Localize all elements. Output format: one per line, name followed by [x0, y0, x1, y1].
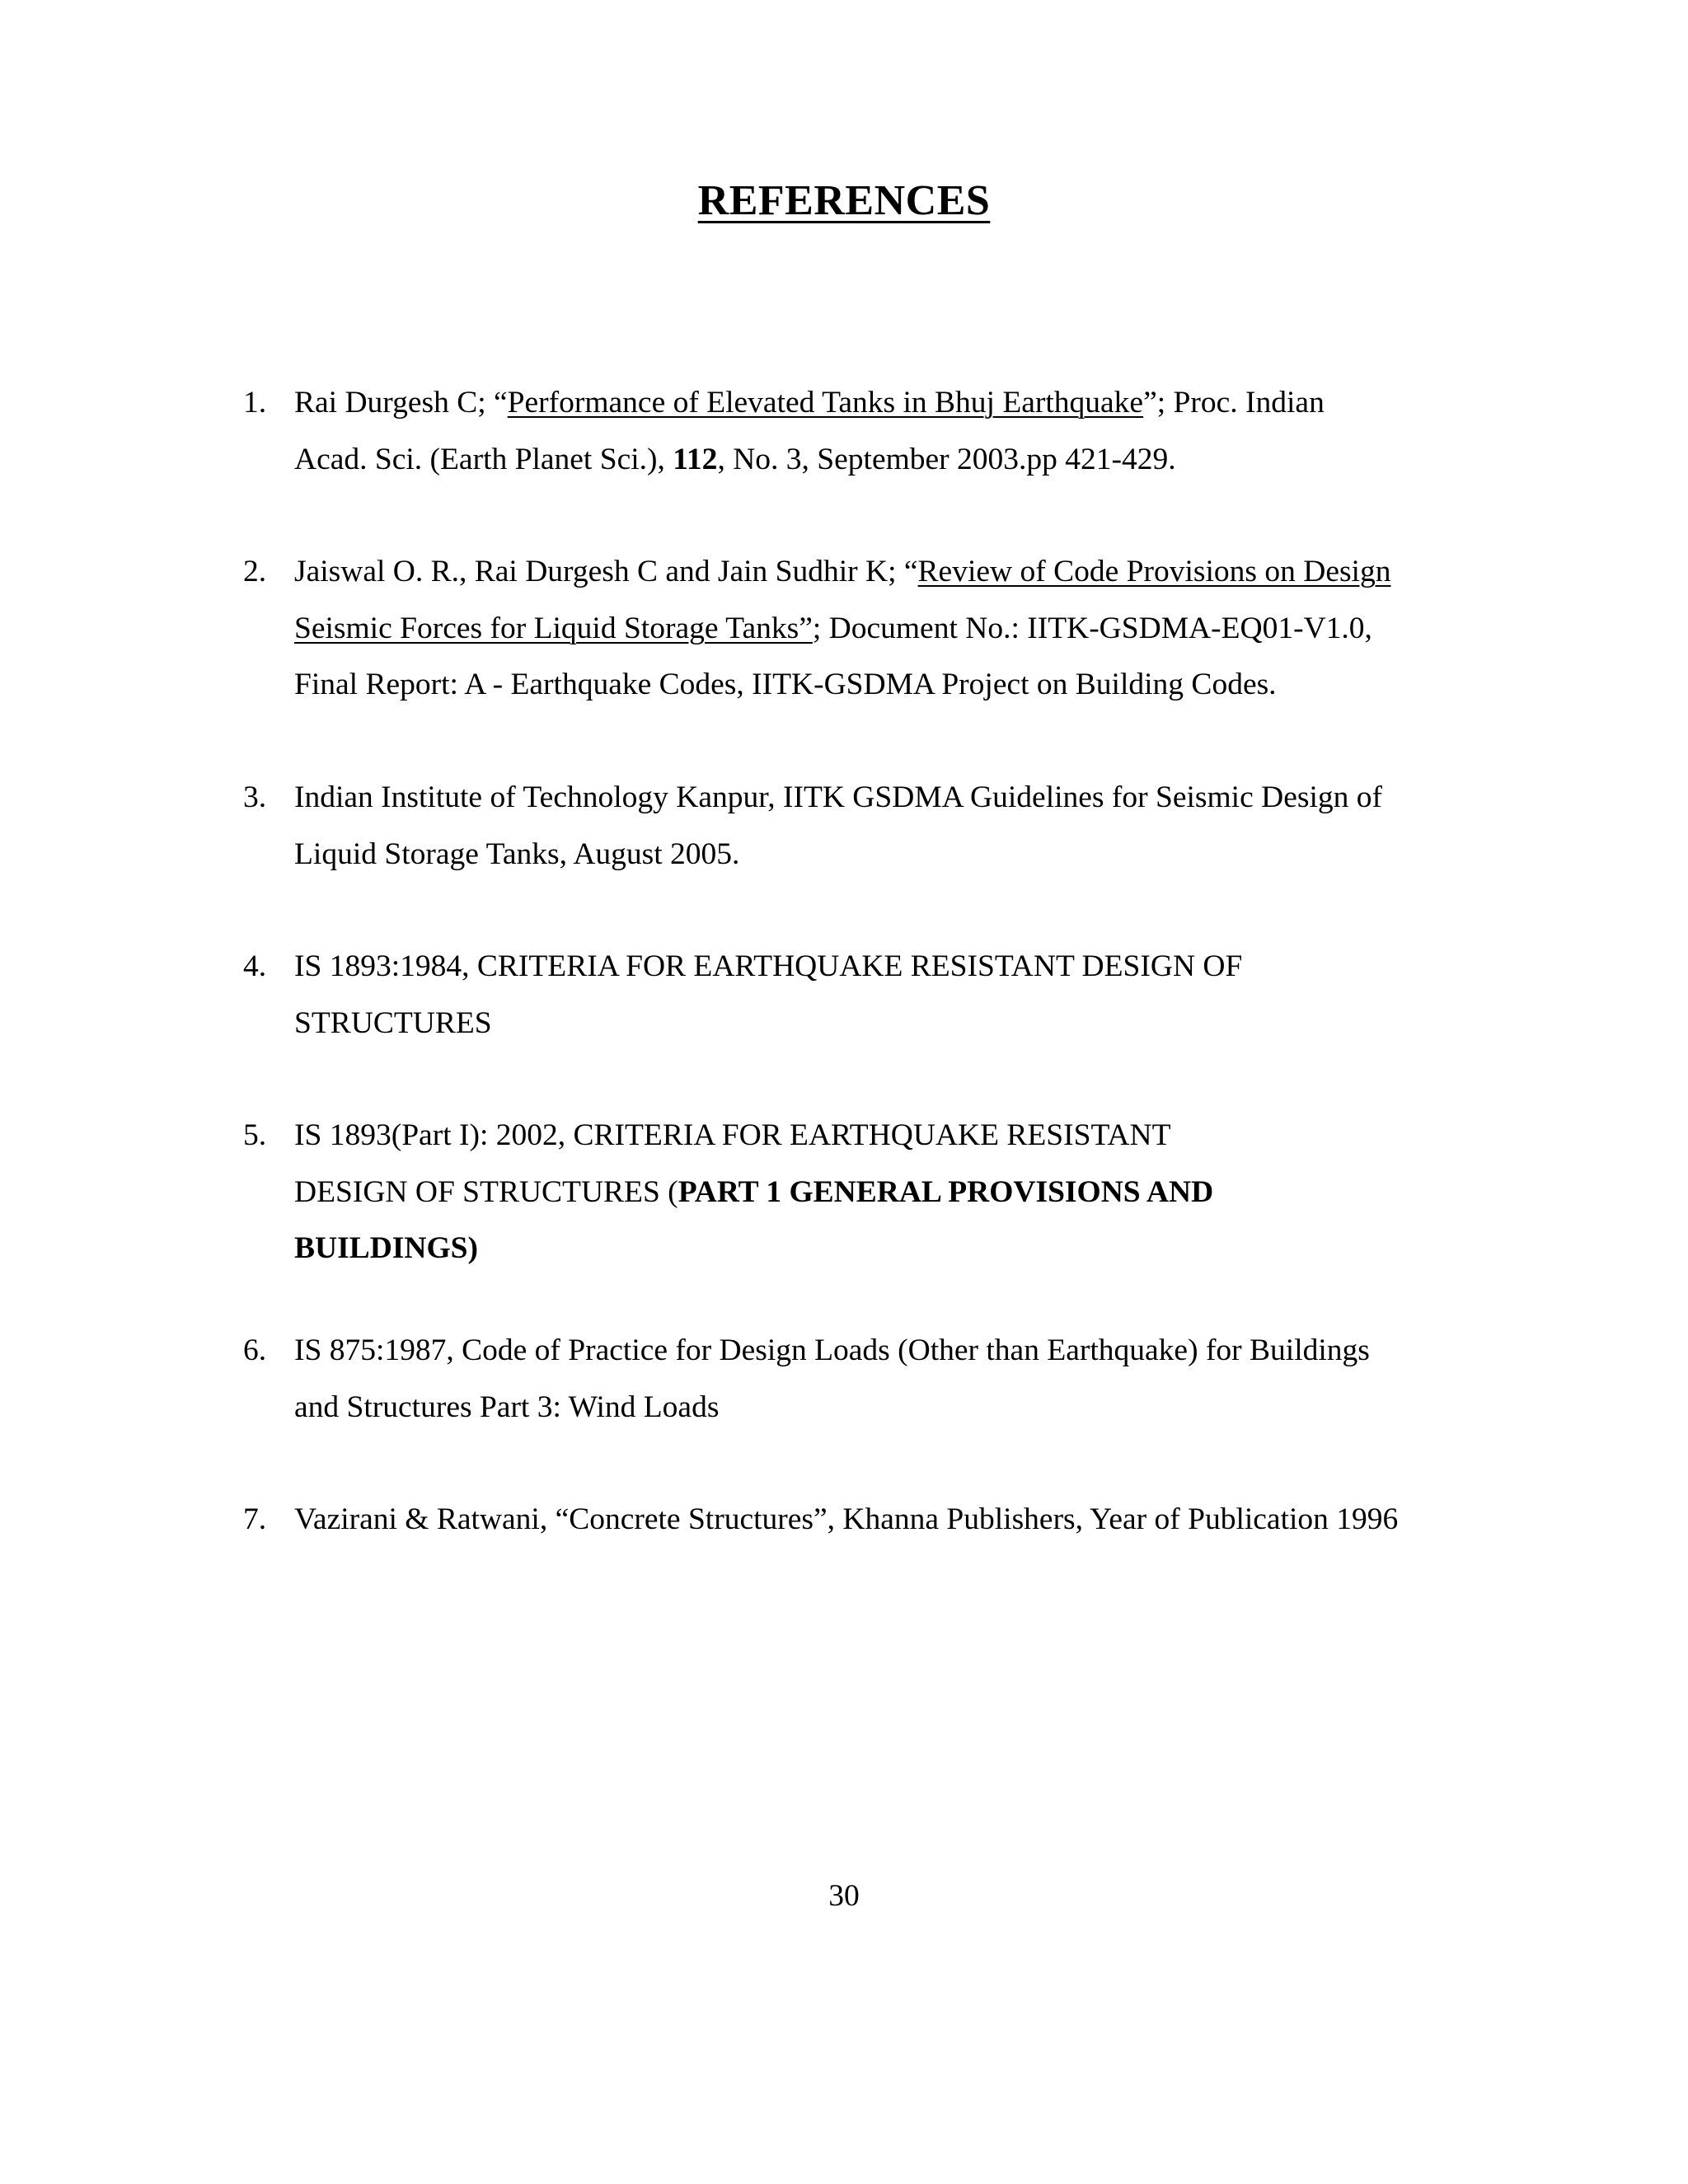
page-title: REFERENCES — [697, 177, 991, 224]
reference-line: Vazirani & Ratwani, “Concrete Structures”, Khanna Publishers, Year of Publication 1996 — [294, 1502, 1399, 1536]
reference-line: STRUCTURES — [294, 1005, 492, 1040]
reference-item-2 — [243, 544, 1529, 714]
reference-number: 1. — [243, 386, 267, 419]
reference-text-segment: , No. 3, September 2003.pp 421-429. — [717, 442, 1176, 476]
reference-item-3 — [243, 770, 1529, 883]
reference-text-segment: ; Document No.: IITK-GSDMA-EQ01-V1.0, — [812, 611, 1372, 645]
reference-title-link: Review of Code Provisions on Design — [917, 555, 1391, 588]
reference-text — [294, 1492, 1529, 1549]
reference-text — [294, 375, 1529, 488]
reference-title-link: Performance of Elevated Tanks in Bhuj Earthquake — [507, 386, 1144, 419]
reference-text-segment: Rai Durgesh C; “ — [294, 386, 508, 419]
reference-text — [294, 939, 1529, 1052]
reference-number: 3. — [243, 780, 267, 814]
reference-title-link: Seismic Forces for Liquid Storage Tanks” — [294, 611, 813, 645]
reference-text-segment: Jaiswal O. R., Rai Durgesh C and Jain Sudhir K; “ — [294, 555, 918, 588]
reference-line — [294, 544, 1529, 601]
reference-line: IS 875:1987, Code of Practice for Design Loads (Other than Earthquake) for Buildings — [294, 1333, 1370, 1367]
reference-text-segment: ”; Proc. Indian — [1143, 386, 1325, 419]
reference-line — [294, 601, 1529, 658]
reference-number: 4. — [243, 949, 267, 983]
reference-text — [294, 770, 1529, 883]
reference-number: 7. — [243, 1502, 267, 1536]
reference-text-segment: DESIGN OF STRUCTURES ( — [294, 1174, 678, 1209]
bold-part-title: PART 1 GENERAL PROVISIONS AND — [678, 1174, 1214, 1209]
page-number: 30 — [828, 1879, 860, 1913]
reference-line: Liquid Storage Tanks, August 2005. — [294, 837, 740, 871]
reference-item-4 — [243, 939, 1529, 1052]
reference-line — [294, 375, 1529, 432]
reference-line: IS 1893(Part I): 2002, CRITERIA FOR EARTHQUAKE RESISTANT — [294, 1118, 1171, 1152]
reference-item-7 — [243, 1492, 1529, 1549]
reference-text-segment: Acad. Sci. (Earth Planet Sci.), — [294, 442, 673, 476]
reference-line: Indian Institute of Technology Kanpur, IITK GSDMA Guidelines for Seismic Design of — [294, 780, 1382, 814]
reference-text — [294, 1323, 1529, 1436]
reference-number: 5. — [243, 1118, 267, 1152]
reference-line — [294, 432, 1529, 489]
reference-line: BUILDINGS) — [294, 1231, 478, 1265]
reference-text — [294, 544, 1529, 714]
reference-number: 2. — [243, 555, 267, 588]
reference-number: 6. — [243, 1333, 267, 1367]
volume-number: 112 — [673, 442, 718, 476]
reference-line: IS 1893:1984, CRITERIA FOR EARTHQUAKE RESISTANT DESIGN OF — [294, 949, 1243, 983]
reference-line — [294, 1165, 1529, 1221]
reference-item-5 — [243, 1108, 1529, 1277]
reference-line: Final Report: A - Earthquake Codes, IITK-GSDMA Project on Building Codes. — [294, 668, 1277, 701]
reference-item-1 — [243, 375, 1529, 488]
reference-item-6 — [243, 1323, 1529, 1436]
reference-line: and Structures Part 3: Wind Loads — [294, 1390, 720, 1424]
reference-text — [294, 1108, 1529, 1277]
